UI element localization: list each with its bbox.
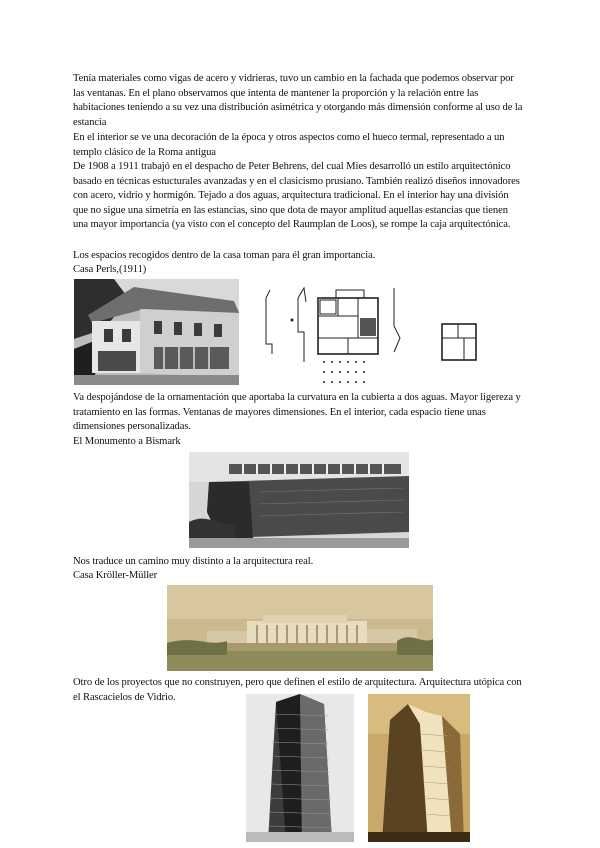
- glass-skyscraper-bw: [246, 694, 354, 842]
- glass-skyscraper-sepia: [368, 694, 470, 842]
- bismark-monument-drawing: [189, 452, 409, 548]
- kroller-muller-painting: [167, 585, 433, 671]
- casa-perls-plans: [262, 282, 482, 386]
- heading-casa-kroller-muller: Casa Kröller-Müller: [73, 570, 158, 581]
- paragraph-interior: En el interior se ve una decoración de la época y otros aspectos como el hueco termal, representado a un templo clásico de la Roma antigua: [73, 132, 505, 158]
- paragraph-camino: Nos traduce un camino muy distinto a la arquitectura real.: [73, 556, 314, 567]
- casa-perls-photo: [74, 279, 239, 385]
- paragraph-ornamentacion: Va despojándose de la ornamentación que aportaba la curvatura en la cubierta a dos aguas. Mayor ligereza y tratamiento en las formas. Ventanas de mayores dimensiones. En el interior, cada espacio tiene unas dimensiones personalizadas.: [73, 392, 521, 433]
- paragraph-espacios: Los espacios recogidos dentro de la casa toman para él gran importancia.: [73, 250, 376, 261]
- heading-monumento-bismark: El Monumento a Bismark: [73, 436, 181, 447]
- paragraph-behrens: De 1908 a 1911 trabajó en el despacho de Peter Behrens, del cual Mies desarrolló un estilo arquitectónico basado en técnicas estucturales avanzadas y en el clasicismo prusiano. También realizó diseños innovadores con acero, vidrio y hormigón. Tejado a dos aguas, arquitectura tradicional. En el interior hay una división que no sigue una simetría en las estancias, sino que dota de mayor amplitud aquellas estancias que tienen una mayor importancia (ya visto con el concepto del Raumplan de Loos), se rompe la caja arquitectónica.: [73, 161, 520, 231]
- paragraph-materials: Tenía materiales como vigas de acero y vidrieras, tuvo un cambio en la fachada que podemos observar por las ventanas. En el plano observamos que intenta de mantener la proporción y la relación entre las habitaciones teniendo a su vez una distribución asimétrica y otorgando más dimensión conforme al uso de la estancia: [73, 73, 523, 128]
- heading-casa-perls: Casa Perls,(1911): [73, 264, 147, 275]
- paragraph-proyectos: Otro de los proyectos que no construyen, pero que definen el estilo de arquitectura. Arquitectura utópica con el Rascacielos de Vidrio.: [73, 677, 522, 703]
